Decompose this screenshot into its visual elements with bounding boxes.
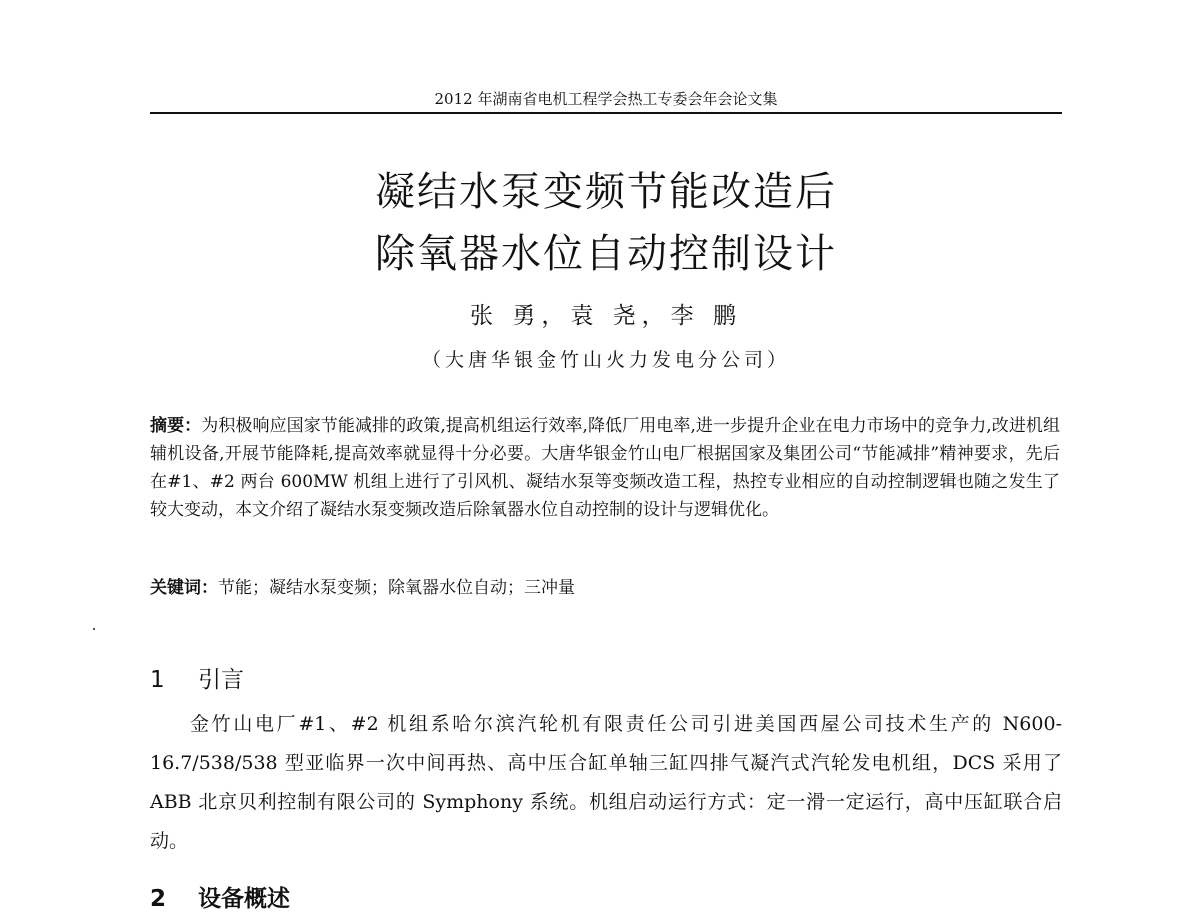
- keywords: [150, 574, 1060, 602]
- scan-speck: [93, 628, 95, 630]
- keywords-text: 节能；凝结水泵变频；除氧器水位自动；三冲量: [218, 578, 575, 598]
- paper-title-line-2: 除氧器水位自动控制设计: [375, 231, 837, 277]
- introduction-paragraph: 金竹山电厂#1、#2 机组系哈尔滨汽轮机有限责任公司引进美国西屋公司技术生产的 N600-16.7/538/538 型亚临界一次中间再热、高中压合缸单轴三缸四排气凝汽式汽轮发电机组，DCS 采用了 ABB 北京贝利控制有限公司的 Symphony 系统。机组启动运行方式：定一滑一定运行，高中压缸联合启动。: [150, 713, 1062, 852]
- section-heading-equipment-overview: [150, 880, 290, 913]
- abstract-label: 摘要：: [150, 416, 202, 436]
- running-header: 2012 年湖南省电机工程学会热工专委会年会论文集: [434, 90, 778, 108]
- paper-title-line-1: 凝结水泵变频节能改造后: [375, 169, 837, 215]
- keywords-label: 关键词：: [150, 578, 218, 598]
- header-rule: [150, 112, 1062, 114]
- section-heading-introduction: [150, 661, 244, 694]
- affiliation: （大唐华银金竹山火力发电分公司）: [421, 349, 790, 371]
- section-title: 引言: [198, 667, 244, 693]
- section-number: 1: [150, 667, 165, 693]
- section-number: 2: [150, 886, 167, 912]
- abstract-text: 为积极响应国家节能减排的政策,提高机组运行效率,降低厂用电率,进一步提升企业在电力市场中的竞争力,改进机组辅机设备,开展节能降耗,提高效率就显得十分必要。大唐华银金竹山电厂根据国家及集团公司“节能减排”精神要求，先后在#1、#2 两台 600MW 机组上进行了引风机、凝结水泵等变频改造工程，热控专业相应的自动控制逻辑也随之发生了较大变动，本文介绍了凝结水泵变频改造后除氧器水位自动控制的设计与逻辑优化。: [150, 416, 1060, 520]
- abstract: [150, 412, 1060, 524]
- section-title: 设备概述: [198, 886, 290, 912]
- authors: 张 勇，袁 尧，李 鹏: [470, 303, 742, 329]
